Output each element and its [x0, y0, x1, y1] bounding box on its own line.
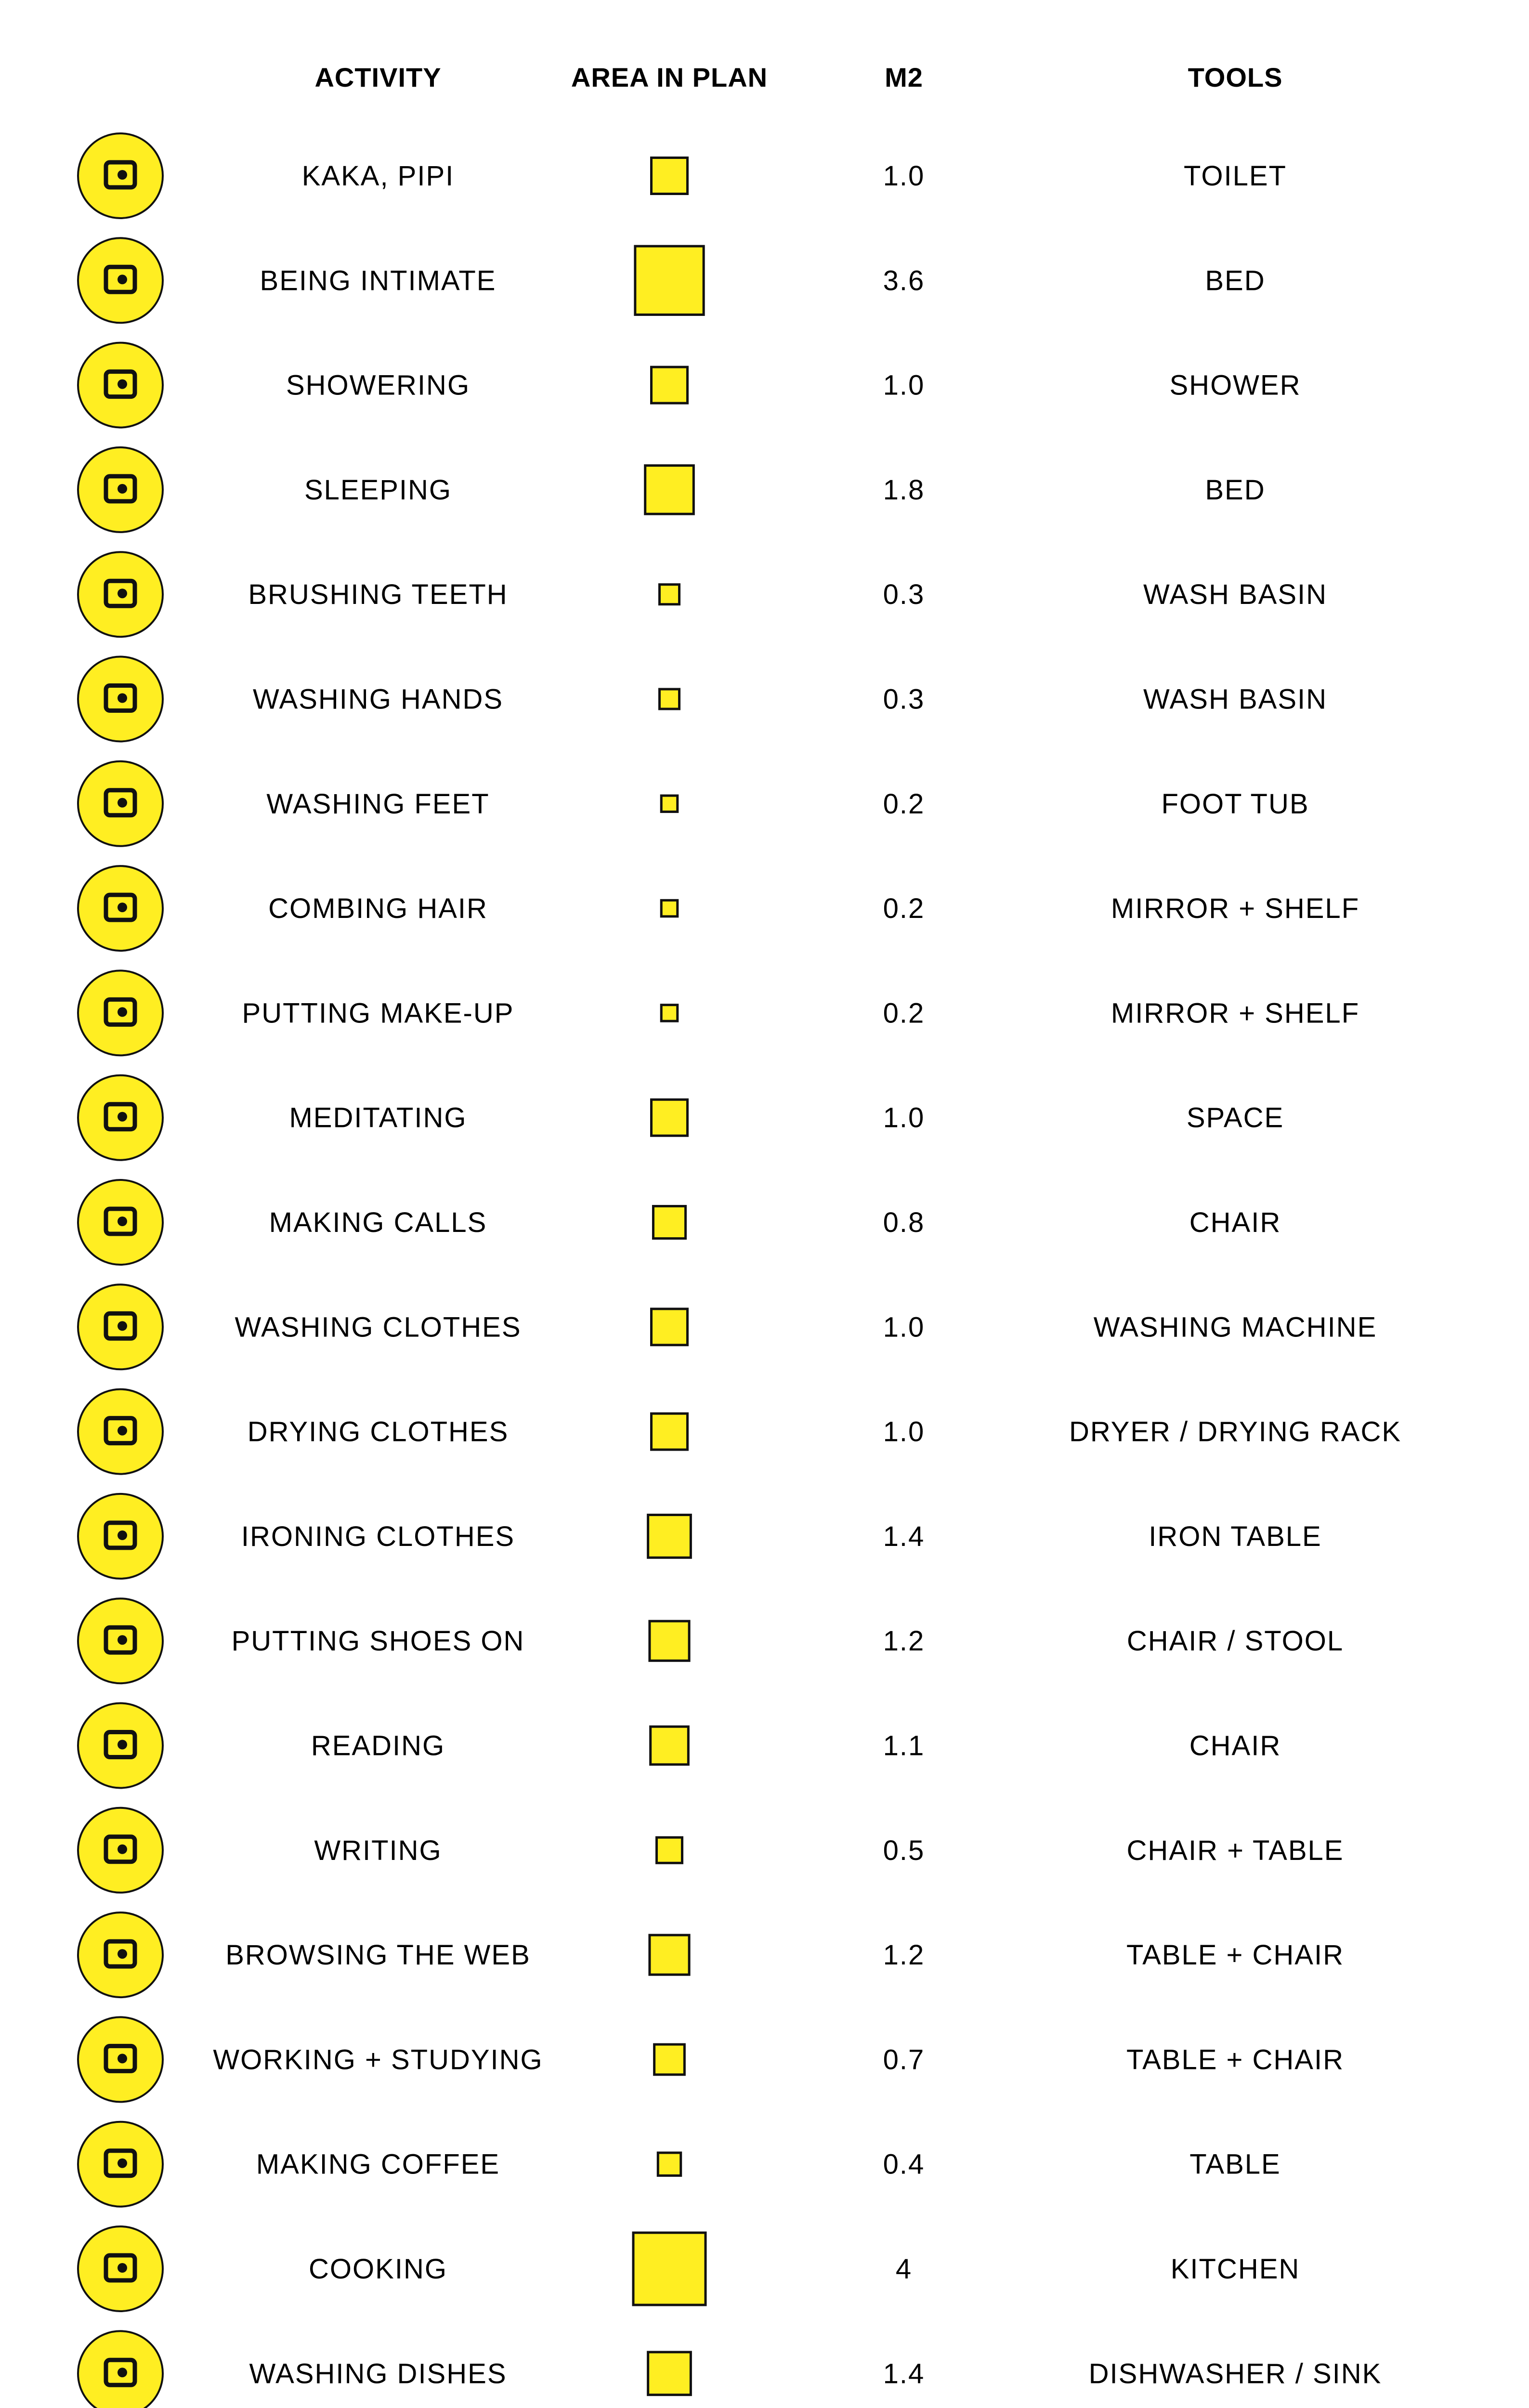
area-square — [652, 1413, 688, 1450]
area-square — [645, 466, 694, 514]
table-row — [78, 1284, 1377, 1369]
laptop-user-icon — [78, 1912, 163, 1997]
tools-label: CHAIR / STOOL — [1126, 1625, 1344, 1657]
table-row — [78, 2017, 1344, 2102]
shower-icon — [78, 343, 163, 428]
area-square — [656, 1837, 682, 1863]
tools-label: TOILET — [1184, 160, 1287, 192]
m2-value-label: 1.4 — [883, 2358, 925, 2390]
toilet-icon — [78, 133, 163, 218]
m2-value-label: 1.1 — [883, 1730, 925, 1762]
shoe-icon — [78, 1598, 163, 1683]
faucet-icon — [78, 657, 163, 742]
area-square — [648, 1515, 691, 1558]
tools-label: IRON TABLE — [1149, 1520, 1322, 1552]
activity-label: WORKING + STUDYING — [213, 2044, 543, 2076]
rows-layer — [78, 133, 1478, 2408]
phone-icon — [78, 1180, 163, 1265]
activity-label: PUTTING MAKE-UP — [242, 997, 514, 1029]
header-area-in-plan: AREA IN PLAN — [571, 62, 768, 92]
header-activity: ACTIVITY — [314, 62, 442, 92]
activity-label: MAKING COFFEE — [256, 2148, 500, 2180]
m2-value-label: 0.7 — [883, 2044, 925, 2076]
tools-label: MIRROR + SHELF — [1111, 997, 1360, 1029]
book-icon — [78, 1703, 163, 1788]
area-square — [652, 1309, 688, 1345]
table-row — [78, 970, 1359, 1055]
header-tools: TOOLS — [1188, 62, 1283, 92]
tools-label: KITCHEN — [1170, 2253, 1300, 2285]
table-row — [78, 657, 1327, 742]
m2-value-label: 0.8 — [883, 1207, 925, 1238]
tools-label: TABLE + CHAIR — [1126, 1939, 1344, 1971]
desk-icon — [78, 2017, 163, 2102]
area-square — [661, 900, 678, 916]
area-square — [654, 2044, 685, 2075]
tools-label: WASH BASIN — [1143, 579, 1328, 611]
tools-label: TABLE + CHAIR — [1126, 2044, 1344, 2076]
tools-label: FOOT TUB — [1161, 788, 1309, 820]
toothbrush-icon — [78, 552, 163, 637]
area-squares — [633, 158, 706, 2408]
header-m2: M2 — [885, 62, 923, 92]
makeup-icon — [78, 970, 163, 1055]
table-row — [78, 343, 1301, 428]
tools-label: TABLE — [1189, 2148, 1281, 2180]
tools-label: BED — [1205, 265, 1266, 297]
area-square — [635, 246, 704, 314]
m2-value-label: 4 — [895, 2253, 913, 2285]
activity-label: DRYING CLOTHES — [247, 1416, 509, 1448]
m2-value-label: 1.0 — [883, 369, 925, 401]
m2-value-label: 0.5 — [883, 1834, 925, 1866]
pan-icon — [78, 2226, 163, 2311]
m2-value-label: 1.0 — [883, 1416, 925, 1448]
area-square — [658, 2153, 680, 2175]
laundry-basket-icon — [78, 1284, 163, 1369]
m2-value-label: 0.2 — [883, 893, 925, 925]
comb-icon — [78, 866, 163, 951]
m2-value-label: 1.4 — [883, 1520, 925, 1552]
activity-label: WASHING FEET — [266, 788, 490, 820]
m2-value-label: 1.2 — [883, 1625, 925, 1657]
m2-value-label: 0.2 — [883, 788, 925, 820]
activity-label: MAKING CALLS — [269, 1207, 487, 1238]
tools-label: DISHWASHER / SINK — [1088, 2358, 1382, 2390]
activity-label: BROWSING THE WEB — [225, 1939, 531, 1971]
pen-hand-icon — [78, 1808, 163, 1893]
header-row — [314, 62, 1282, 92]
table-row — [78, 866, 1359, 951]
table-row — [78, 1598, 1344, 1683]
activity-label: WASHING CLOTHES — [235, 1311, 522, 1343]
activity-label: SHOWERING — [286, 369, 470, 401]
table-row — [78, 1494, 1322, 1579]
activity-label: BRUSHING TEETH — [248, 579, 508, 611]
activity-label: READING — [311, 1730, 445, 1762]
tools-label: CHAIR + TABLE — [1126, 1834, 1344, 1866]
m2-value-label: 3.6 — [883, 265, 925, 297]
m2-value-label: 1.0 — [883, 160, 925, 192]
tools-label: WASHING MACHINE — [1093, 1311, 1377, 1343]
activity-label: IRONING CLOTHES — [241, 1520, 515, 1552]
area-square — [648, 2352, 691, 2395]
bed-icon — [78, 447, 163, 532]
m2-value-label: 0.3 — [883, 579, 925, 611]
area-square — [652, 158, 688, 194]
activity-label: BEING INTIMATE — [260, 265, 497, 297]
tools-label: DRYER / DRYING RACK — [1069, 1416, 1402, 1448]
tools-label: WASH BASIN — [1143, 683, 1328, 715]
m2-value-label: 1.2 — [883, 1939, 925, 1971]
tools-label: SHOWER — [1169, 369, 1301, 401]
sink-icon — [78, 2331, 163, 2408]
bed-heart-icon — [78, 238, 163, 323]
tools-label: MIRROR + SHELF — [1111, 893, 1360, 925]
activity-label: WASHING DISHES — [249, 2358, 507, 2390]
area-square — [653, 1206, 685, 1238]
activity-label: COMBING HAIR — [268, 893, 488, 925]
foot-tub-icon — [78, 761, 163, 846]
m2-value-label: 0.4 — [883, 2148, 925, 2180]
activity-label: WRITING — [314, 1834, 442, 1866]
table-row — [78, 1808, 1344, 1893]
m2-value-label: 1.8 — [883, 474, 925, 506]
table-row — [78, 1912, 1344, 1997]
ironing-board-icon — [78, 1494, 163, 1579]
area-square — [659, 585, 679, 604]
table-row — [78, 2331, 1382, 2408]
coffee-machine-icon — [78, 2122, 163, 2207]
tools-label: CHAIR — [1189, 1730, 1281, 1762]
tools-label: SPACE — [1186, 1102, 1284, 1134]
m2-value-label: 0.2 — [883, 997, 925, 1029]
area-square — [661, 1005, 678, 1021]
area-square — [651, 1727, 689, 1765]
area-square — [661, 796, 678, 812]
m2-value-label: 1.0 — [883, 1102, 925, 1134]
table-row — [78, 761, 1309, 846]
activity-label: PUTTING SHOES ON — [231, 1625, 525, 1657]
meditation-icon — [78, 1075, 163, 1160]
m2-value-label: 0.3 — [883, 683, 925, 715]
activity-label: SLEEPING — [304, 474, 452, 506]
m2-value-label: 1.0 — [883, 1311, 925, 1343]
tools-label: BED — [1205, 474, 1266, 506]
area-square — [652, 367, 688, 403]
area-square — [650, 1935, 689, 1975]
table-row — [78, 1389, 1401, 1474]
tools-label: CHAIR — [1189, 1207, 1281, 1238]
activity-label: MEDITATING — [289, 1102, 467, 1134]
area-square — [650, 1621, 689, 1661]
area-square — [633, 2233, 706, 2305]
activity-label: KAKA, PIPI — [301, 160, 455, 192]
activity-label: WASHING HANDS — [252, 683, 504, 715]
table-row — [78, 552, 1327, 637]
activity-label: COOKING — [309, 2253, 447, 2285]
area-square — [659, 689, 679, 709]
area-square — [652, 1099, 688, 1136]
tshirt-icon — [78, 1389, 163, 1474]
